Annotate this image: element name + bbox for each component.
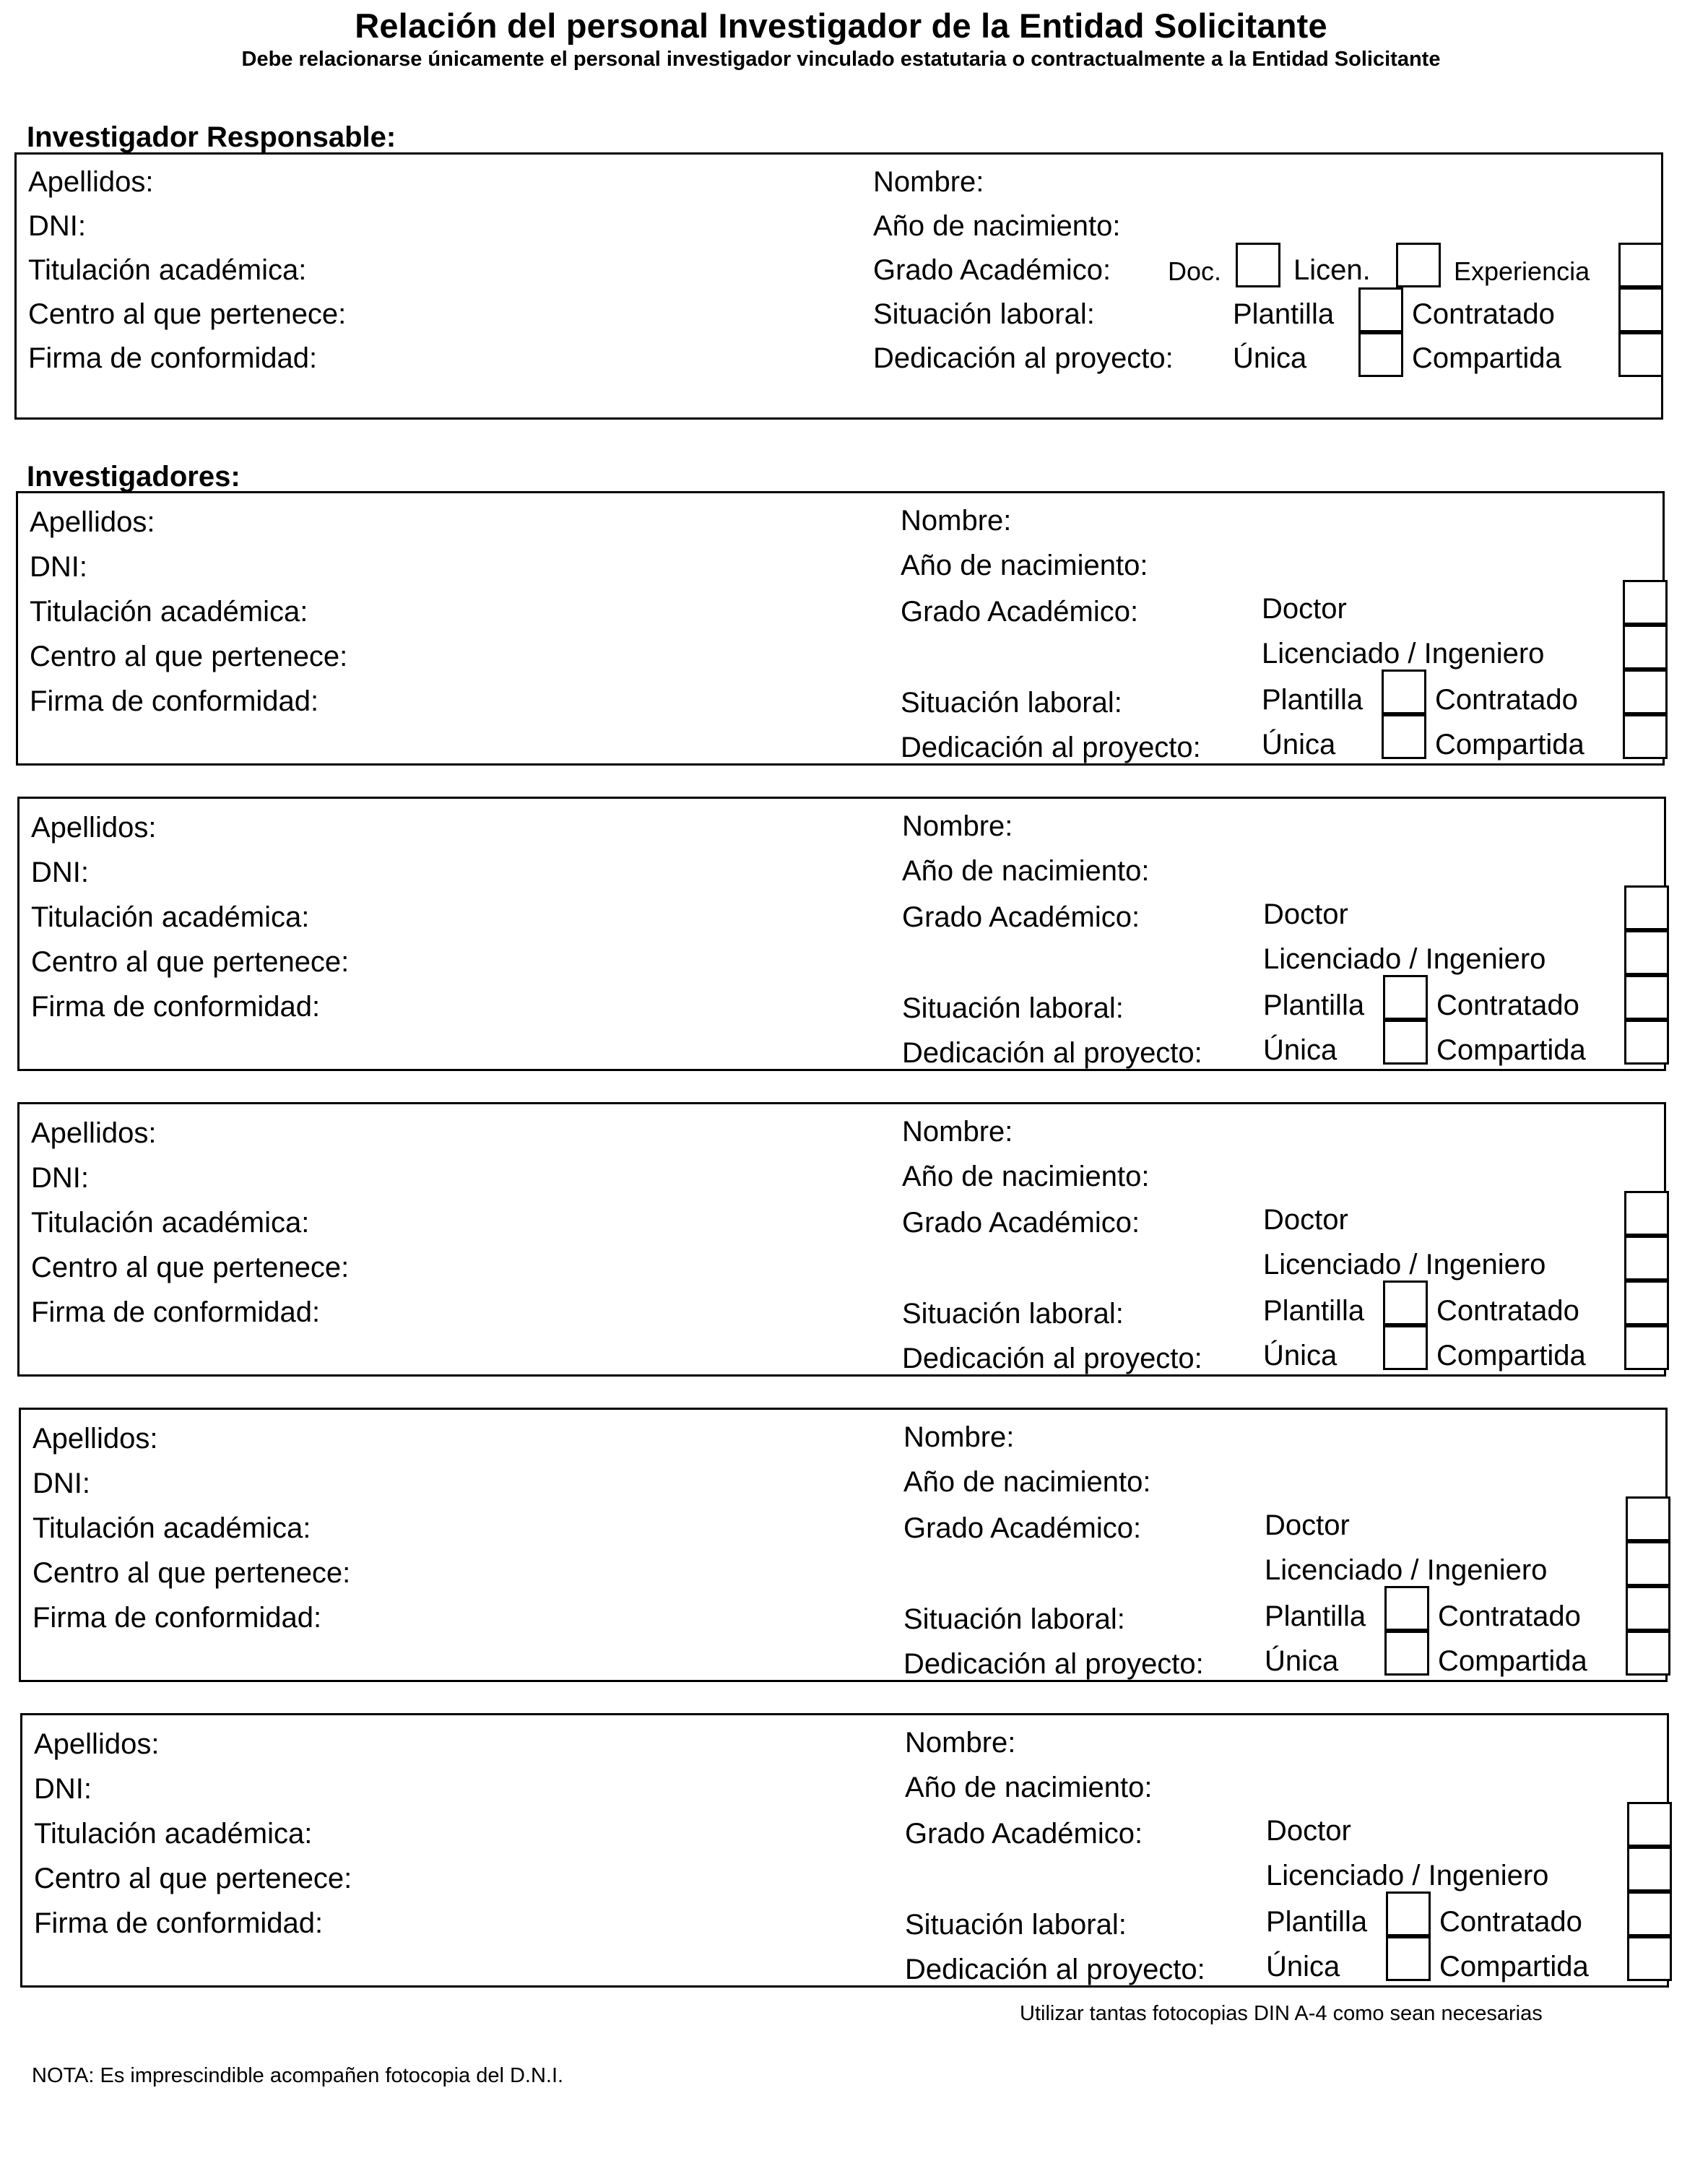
- licenciado-checkbox[interactable]: [1624, 930, 1669, 975]
- apellidos-label: Apellidos:: [28, 166, 154, 198]
- experiencia-checkbox[interactable]: [1618, 243, 1663, 287]
- apellidos-label: Apellidos:: [31, 812, 157, 844]
- investigador-box: [17, 797, 1666, 1071]
- anio-label: Año de nacimiento:: [901, 550, 1148, 581]
- opt-plantilla-label: Plantilla: [1233, 298, 1335, 330]
- firma-label: Firma de conformidad:: [32, 1602, 322, 1634]
- opt-doctor-label: Doctor: [1263, 898, 1348, 930]
- dni-label: DNI:: [30, 551, 87, 583]
- titulacion-label: Titulación académica:: [30, 596, 308, 628]
- opt-plantilla-label: Plantilla: [1263, 1295, 1365, 1327]
- centro-label: Centro al que pertenece:: [34, 1863, 352, 1894]
- nombre-label: Nombre:: [901, 505, 1012, 537]
- grado-label: Grado Académico:: [902, 901, 1140, 933]
- opt-doctor-label: Doctor: [1263, 1204, 1348, 1236]
- opt-compartida-label: Compartida: [1439, 1951, 1589, 1982]
- grado-label: Grado Académico:: [873, 254, 1111, 286]
- grado-label: Grado Académico:: [903, 1512, 1142, 1544]
- dedicacion-label: Dedicación al proyecto:: [903, 1648, 1204, 1680]
- investigador-box: [19, 1408, 1668, 1682]
- opt-plantilla-label: Plantilla: [1266, 1906, 1368, 1938]
- plantilla-checkbox[interactable]: [1383, 1280, 1428, 1325]
- centro-label: Centro al que pertenece:: [31, 1252, 350, 1283]
- plantilla-checkbox[interactable]: [1382, 670, 1426, 714]
- titulacion-label: Titulación académica:: [31, 901, 310, 933]
- opt-contratado-label: Contratado: [1439, 1906, 1582, 1938]
- titulacion-label: Titulación académica:: [28, 254, 307, 286]
- centro-label: Centro al que pertenece:: [30, 641, 348, 672]
- unica-checkbox[interactable]: [1386, 1936, 1431, 1981]
- licenciado-checkbox[interactable]: [1623, 625, 1668, 670]
- situacion-label: Situación laboral:: [873, 298, 1095, 330]
- opt-doc-label: Doc.: [1168, 256, 1222, 286]
- grado-label: Grado Académico:: [901, 596, 1139, 628]
- unica-checkbox[interactable]: [1383, 1020, 1428, 1065]
- opt-compartida-label: Compartida: [1436, 1034, 1586, 1066]
- opt-unica-label: Única: [1233, 342, 1307, 374]
- copies-note: Utilizar tantas fotocopias DIN A-4 como sean necesarias: [1020, 2002, 1543, 2025]
- plantilla-checkbox[interactable]: [1384, 1586, 1429, 1631]
- titulacion-label: Titulación académica:: [31, 1207, 310, 1239]
- situacion-label: Situación laboral:: [905, 1909, 1127, 1941]
- situacion-label: Situación laboral:: [903, 1603, 1125, 1635]
- firma-label: Firma de conformidad:: [30, 685, 319, 717]
- centro-label: Centro al que pertenece:: [28, 298, 347, 330]
- titulacion-label: Titulación académica:: [32, 1512, 311, 1544]
- plantilla-checkbox[interactable]: [1383, 975, 1428, 1020]
- compartida-checkbox[interactable]: [1624, 1020, 1669, 1065]
- opt-licenciado-label: Licenciado / Ingeniero: [1265, 1554, 1548, 1586]
- opt-doctor-label: Doctor: [1262, 593, 1347, 625]
- nota-dni: NOTA: Es imprescindible acompañen fotocopia del D.N.I.: [32, 2064, 564, 2087]
- firma-label: Firma de conformidad:: [31, 991, 321, 1023]
- opt-compartida-label: Compartida: [1412, 342, 1561, 374]
- dni-label: DNI:: [31, 1162, 89, 1194]
- opt-compartida-label: Compartida: [1436, 1340, 1586, 1372]
- contratado-checkbox[interactable]: [1626, 1586, 1670, 1631]
- opt-unica-label: Única: [1262, 729, 1336, 760]
- opt-licenciado-label: Licenciado / Ingeniero: [1263, 943, 1546, 975]
- licenciado-checkbox[interactable]: [1627, 1847, 1672, 1892]
- responsable-section-label: Investigador Responsable:: [27, 121, 396, 153]
- compartida-checkbox[interactable]: [1624, 1325, 1669, 1370]
- opt-licenciado-label: Licenciado / Ingeniero: [1262, 638, 1545, 670]
- opt-contratado-label: Contratado: [1438, 1600, 1581, 1632]
- opt-plantilla-label: Plantilla: [1262, 684, 1364, 716]
- dni-label: DNI:: [32, 1468, 90, 1499]
- opt-plantilla-label: Plantilla: [1263, 989, 1365, 1021]
- compartida-checkbox[interactable]: [1627, 1936, 1672, 1981]
- opt-doctor-label: Doctor: [1266, 1815, 1351, 1847]
- investigadores-section-label: Investigadores:: [27, 461, 240, 493]
- opt-compartida-label: Compartida: [1435, 729, 1585, 760]
- dni-label: DNI:: [28, 210, 86, 242]
- opt-unica-label: Única: [1266, 1951, 1340, 1982]
- plantilla-checkbox[interactable]: [1358, 287, 1403, 332]
- anio-label: Año de nacimiento:: [903, 1466, 1151, 1498]
- firma-label: Firma de conformidad:: [34, 1907, 324, 1939]
- contratado-checkbox[interactable]: [1618, 287, 1663, 332]
- centro-label: Centro al que pertenece:: [31, 946, 350, 978]
- dedicacion-label: Dedicación al proyecto:: [901, 732, 1201, 763]
- opt-experiencia-label: Experiencia: [1454, 256, 1590, 286]
- opt-contratado-label: Contratado: [1435, 684, 1578, 716]
- opt-plantilla-label: Plantilla: [1265, 1600, 1366, 1632]
- centro-label: Centro al que pertenece:: [32, 1557, 351, 1589]
- licen-checkbox[interactable]: [1396, 243, 1441, 287]
- opt-contratado-label: Contratado: [1436, 1295, 1579, 1327]
- compartida-checkbox[interactable]: [1626, 1631, 1670, 1676]
- investigador-box: [20, 1713, 1669, 1988]
- titulacion-label: Titulación académica:: [34, 1818, 313, 1850]
- situacion-label: Situación laboral:: [901, 687, 1122, 719]
- compartida-checkbox[interactable]: [1623, 714, 1668, 759]
- anio-label: Año de nacimiento:: [905, 1772, 1153, 1803]
- anio-label: Año de nacimiento:: [902, 855, 1150, 887]
- firma-label: Firma de conformidad:: [31, 1296, 321, 1328]
- opt-unica-label: Única: [1263, 1034, 1338, 1066]
- contratado-checkbox[interactable]: [1624, 975, 1669, 1020]
- nombre-label: Nombre:: [873, 166, 984, 198]
- opt-licenciado-label: Licenciado / Ingeniero: [1263, 1249, 1546, 1280]
- opt-contratado-label: Contratado: [1436, 989, 1579, 1021]
- unica-checkbox[interactable]: [1384, 1631, 1429, 1676]
- grado-label: Grado Académico:: [902, 1207, 1140, 1239]
- doctor-checkbox[interactable]: [1624, 885, 1669, 930]
- dedicacion-label: Dedicación al proyecto:: [873, 342, 1174, 374]
- doctor-checkbox[interactable]: [1624, 1191, 1669, 1236]
- doc-checkbox[interactable]: [1236, 243, 1280, 287]
- dedicacion-label: Dedicación al proyecto:: [905, 1954, 1205, 1985]
- firma-label: Firma de conformidad:: [28, 342, 318, 374]
- apellidos-label: Apellidos:: [30, 506, 155, 538]
- opt-unica-label: Única: [1263, 1340, 1338, 1372]
- situacion-label: Situación laboral:: [902, 992, 1124, 1024]
- investigador-box: [16, 491, 1665, 766]
- responsable-box: [14, 152, 1663, 420]
- contratado-checkbox[interactable]: [1627, 1892, 1672, 1936]
- investigador-box: [17, 1102, 1666, 1377]
- opt-compartida-label: Compartida: [1438, 1645, 1587, 1677]
- licenciado-checkbox[interactable]: [1624, 1236, 1669, 1280]
- doctor-checkbox[interactable]: [1626, 1496, 1670, 1541]
- opt-contratado-label: Contratado: [1412, 298, 1555, 330]
- dedicacion-label: Dedicación al proyecto:: [902, 1343, 1202, 1374]
- opt-unica-label: Única: [1265, 1645, 1339, 1677]
- unica-checkbox[interactable]: [1358, 332, 1403, 377]
- nombre-label: Nombre:: [905, 1727, 1016, 1759]
- doctor-checkbox[interactable]: [1623, 580, 1668, 625]
- contratado-checkbox[interactable]: [1624, 1280, 1669, 1325]
- plantilla-checkbox[interactable]: [1386, 1892, 1431, 1936]
- apellidos-label: Apellidos:: [34, 1728, 160, 1760]
- opt-doctor-label: Doctor: [1265, 1509, 1350, 1541]
- page-title: Relación del personal Investigador de la Entidad Solicitante: [355, 6, 1327, 45]
- dni-label: DNI:: [34, 1773, 92, 1805]
- nombre-label: Nombre:: [902, 1116, 1013, 1148]
- nombre-label: Nombre:: [902, 810, 1013, 842]
- nombre-label: Nombre:: [903, 1421, 1015, 1453]
- opt-licenciado-label: Licenciado / Ingeniero: [1266, 1860, 1549, 1892]
- opt-licen-label: Licen.: [1293, 254, 1371, 286]
- apellidos-label: Apellidos:: [32, 1423, 158, 1455]
- doctor-checkbox[interactable]: [1627, 1802, 1672, 1847]
- unica-checkbox[interactable]: [1383, 1325, 1428, 1370]
- contratado-checkbox[interactable]: [1623, 670, 1668, 714]
- licenciado-checkbox[interactable]: [1626, 1541, 1670, 1586]
- apellidos-label: Apellidos:: [31, 1117, 157, 1149]
- situacion-label: Situación laboral:: [902, 1298, 1124, 1330]
- dedicacion-label: Dedicación al proyecto:: [902, 1037, 1202, 1069]
- anio-label: Año de nacimiento:: [902, 1161, 1150, 1192]
- grado-label: Grado Académico:: [905, 1818, 1143, 1850]
- compartida-checkbox[interactable]: [1618, 332, 1663, 377]
- page-subtitle: Debe relacionarse únicamente el personal investigador vinculado estatutaria o contractualmente a la Entidad Solicitante: [241, 48, 1441, 71]
- anio-label: Año de nacimiento:: [873, 210, 1121, 242]
- unica-checkbox[interactable]: [1382, 714, 1426, 759]
- dni-label: DNI:: [31, 857, 89, 888]
